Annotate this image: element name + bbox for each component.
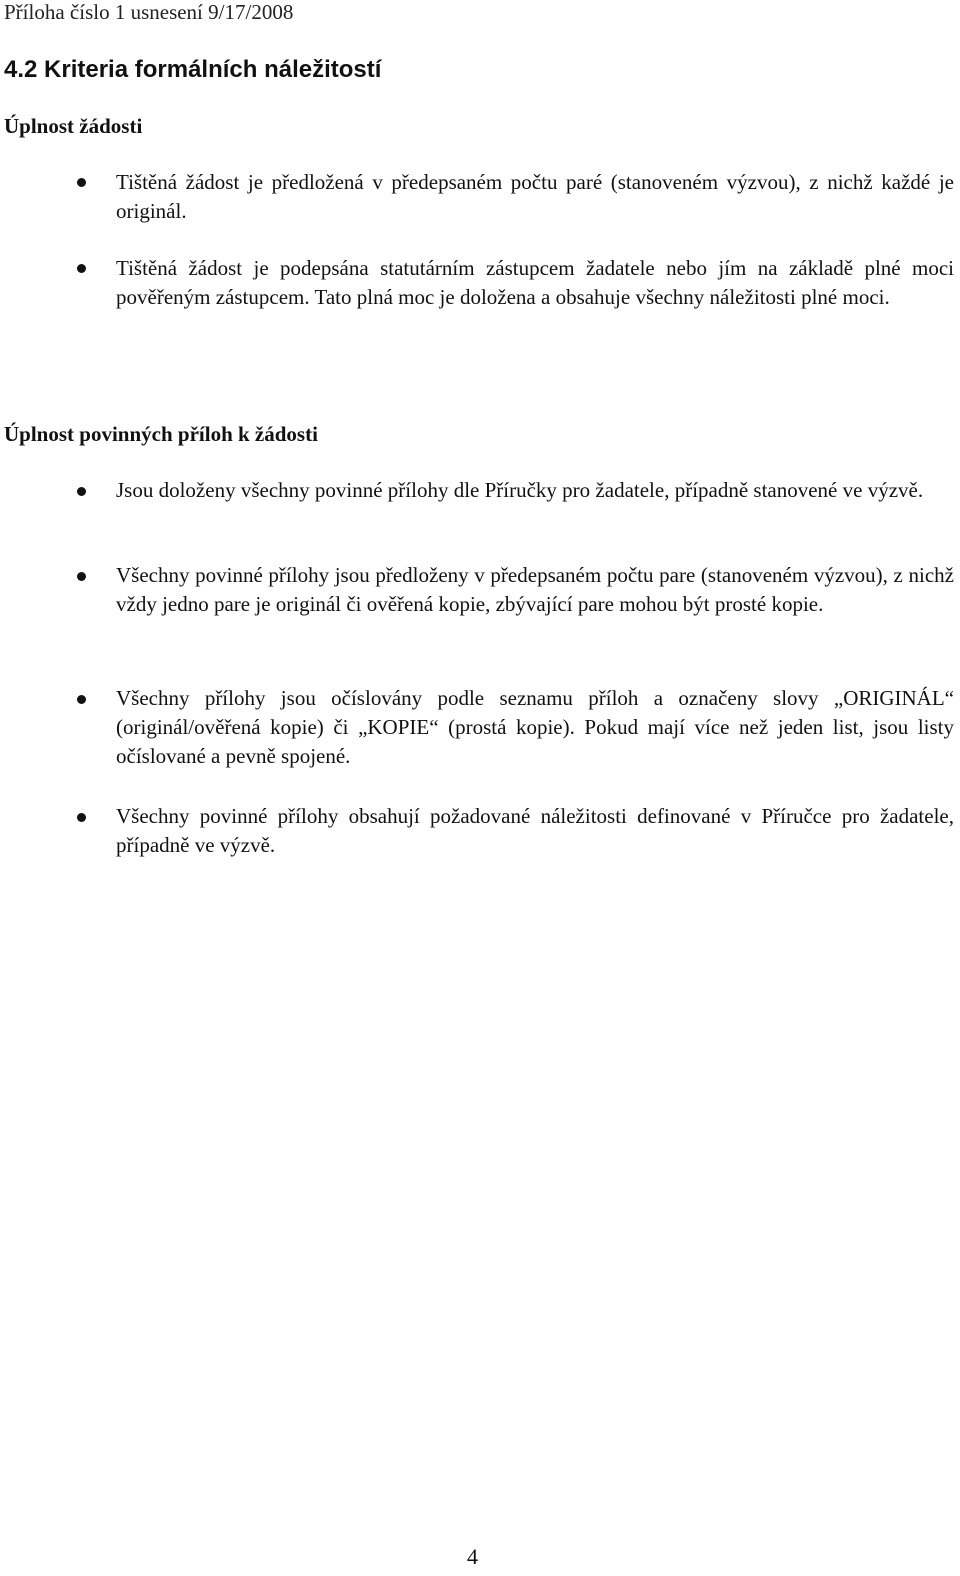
bullet-icon	[77, 572, 86, 581]
completeness-heading: Úplnost žádosti	[4, 114, 143, 138]
list-item: Všechny přílohy jsou očíslovány podle seznamu příloh a označeny slovy „ORIGINÁL“ (originál/ověřená kopie) či „KOPIE“ (prostá kopie). Pokud mají více než jeden list, jsou listy očíslované a pevně spojené.	[116, 686, 954, 768]
page-number: 4	[467, 1544, 478, 1569]
list-item: Jsou doloženy všechny povinné přílohy dle Příručky pro žadatele, případně stanovené ve výzvě.	[116, 478, 924, 502]
bullet-icon	[77, 264, 86, 273]
bullet-icon	[77, 695, 86, 704]
list-item: Tištěná žádost je podepsána statutárním zástupcem žadatele nebo jím na základě plné moci pověřeným zástupcem. Tato plná moc je doložena a obsahuje všechny náležitosti plné moci.	[116, 256, 954, 309]
document-header: Příloha číslo 1 usnesení 9/17/2008	[4, 0, 294, 24]
attachments-heading: Úplnost povinných příloh k žádosti	[4, 422, 318, 446]
section-title: 4.2 Kriteria formálních náležitostí	[4, 56, 382, 83]
bullet-icon	[77, 487, 86, 496]
bullet-icon	[77, 813, 86, 822]
bullet-icon	[77, 178, 86, 187]
list-item: Tištěná žádost je předložená v předepsaném počtu paré (stanoveném výzvou), z nichž každé je originál.	[116, 170, 954, 223]
list-item: Všechny povinné přílohy jsou předloženy v předepsaném počtu pare (stanoveném výzvou), z nichž vždy jedno pare je originál či ověřená kopie, zbývající pare mohou být prosté kopie.	[116, 563, 954, 616]
list-item: Všechny povinné přílohy obsahují požadované náležitosti definované v Příručce pro žadatele, případně ve výzvě.	[116, 804, 954, 857]
